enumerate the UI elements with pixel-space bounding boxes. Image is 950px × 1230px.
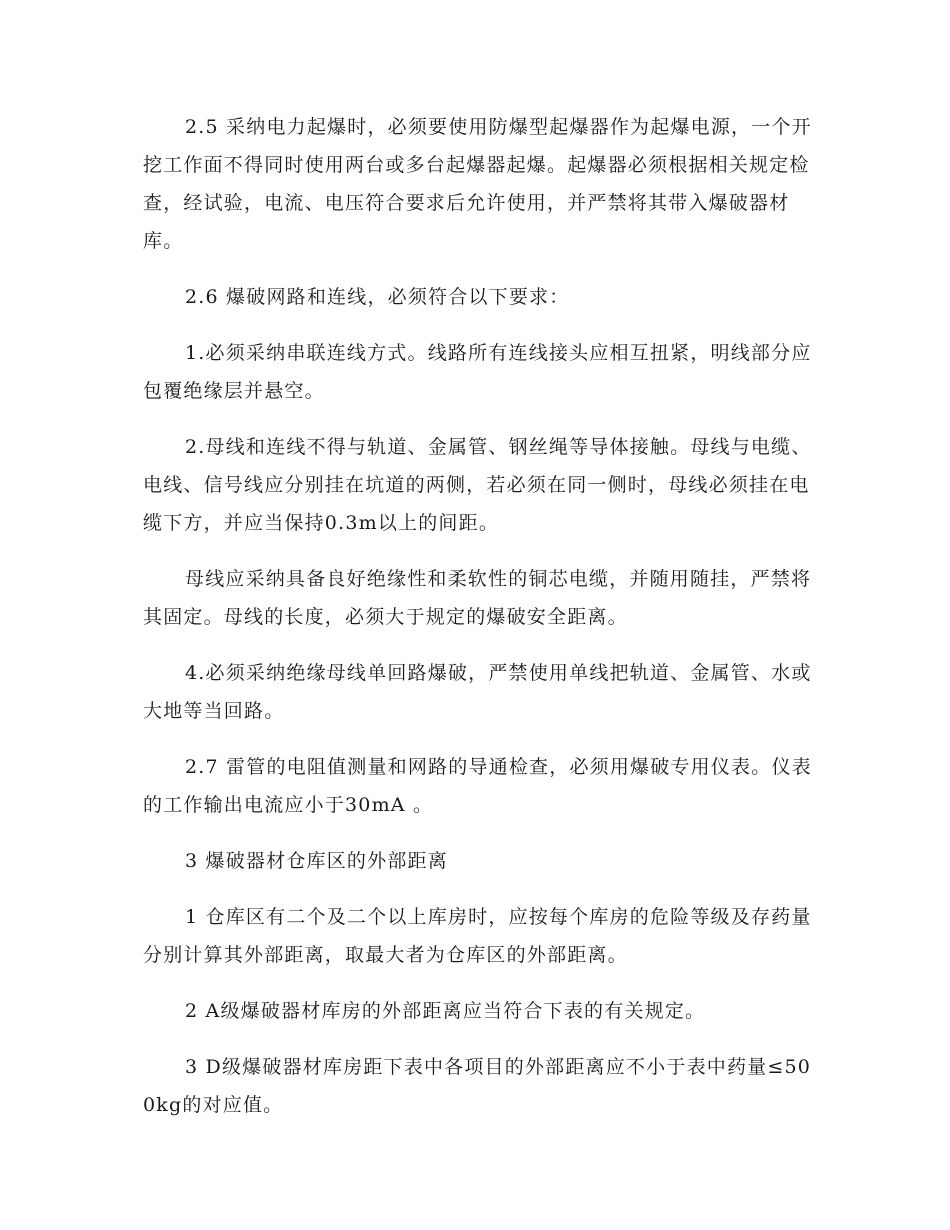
paragraph-item-2: 2.母线和连线不得与轨道、金属管、钢丝绳等导体接触。母线与电缆、电线、信号线应分别挂在坑道的两侧，若必须在同一侧时，母线必须挂在电缆下方，并应当保持0.3m以上的间距。 (143, 436, 812, 534)
paragraph-item-3: 母线应采纳具备良好绝缘性和柔软性的铜芯电缆，并随用随挂，严禁将其固定。母线的长度，必须大于规定的爆破安全距离。 (143, 568, 812, 628)
paragraph-2-6: 2.6 爆破网路和连线，必须符合以下要求： (185, 286, 570, 308)
paragraph-item-1: 1.必须采纳串联连线方式。线路所有连线接头应相互扭紧，明线部分应包覆绝缘层并悬空。 (143, 342, 812, 402)
paragraph-2-7: 2.7 雷管的电阻值测量和网路的导通检查，必须用爆破专用仪表。仪表的工作输出电流应小于30mA 。 (143, 756, 812, 816)
paragraph-3-1: 1 仓库区有二个及二个以上库房时，应按每个库房的危险等级及存药量分别计算其外部距离，取最大者为仓库区的外部距离。 (143, 906, 812, 966)
section-heading-3: 3 爆破器材仓库区的外部距离 (185, 850, 448, 872)
paragraph-2-5: 2.5 采纳电力起爆时，必须要使用防爆型起爆器作为起爆电源，一个开挖工作面不得同时使用两台或多台起爆器起爆。起爆器必须根据相关规定检查，经试验，电流、电压符合要求后允许使用，并严禁将其带入爆破器材库。 (143, 116, 812, 252)
document-body (143, 108, 813, 1142)
paragraph-item-4: 4.必须采纳绝缘母线单回路爆破，严禁使用单线把轨道、金属管、水或大地等当回路。 (143, 662, 812, 722)
paragraph-3-3: 3 D级爆破器材库房距下表中各项目的外部距离应不小于表中药量≤500kg的对应值。 (143, 1056, 812, 1116)
paragraph-3-2: 2 A级爆破器材库房的外部距离应当符合下表的有关规定。 (185, 1000, 706, 1022)
